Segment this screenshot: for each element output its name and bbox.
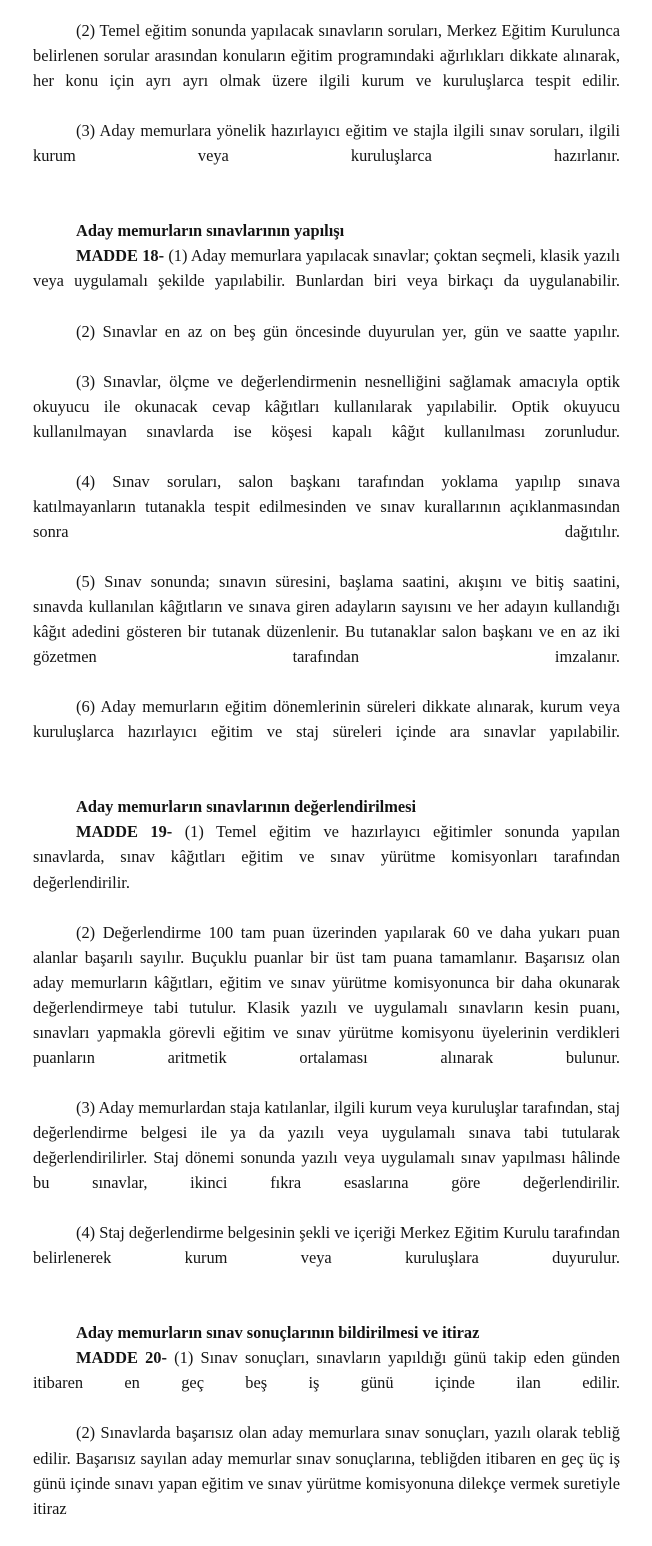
heading-article-19: Aday memurların sınavlarının değerlendirilmesi [76, 797, 417, 817]
section-gap-2 [33, 769, 620, 794]
paragraph-article-17-2: (2) Temel eğitim sonunda yapılacak sınavların soruları, Merkez Eğitim Kurulunca belirlenen sorular arasından konuların eğitim programındaki ağırlıkları dikkate alınarak, her konu için ayrı ayrı olmak üzere ilgili kurum ve kuruluşlarca tespit edilir. [33, 21, 620, 91]
paragraph-article-20-2: (2) Sınavlarda başarısız olan aday memurlara sınav sonuçları, yazılı olarak tebliğ edilir. Başarısız sayılan aday memurlar sınav sonuçlarına, tebliğden itibaren en geç üç iş günü içinde sınavı yapan eğitim ve sınav yürütme komisyonuna dilekçe vermek suretiyle itiraz [33, 1423, 620, 1518]
paragraph-article-18-6: (6) Aday memurların eğitim dönemlerinin süreleri dikkate alınarak, kurum veya kuruluşlarca hazırlayıcı eğitim ve staj süreleri içinde ara sınavlar yapılabilir. [33, 697, 620, 742]
paragraph-article-17-3: (3) Aday memurlara yönelik hazırlayıcı eğitim ve stajla ilgili sınav soruları, ilgili kurum veya kuruluşlarca hazırlanır. [33, 121, 620, 166]
paragraph-article-20-1 [33, 1345, 620, 1420]
document-body [33, 18, 620, 1546]
paragraph-text: (1) Temel eğitim ve hazırlayıcı eğitimler sonunda yapılan sınavlarda, sınav kâğıtları eğitim ve sınav yürütme komisyonları tarafından değerlendirilir. [33, 822, 620, 892]
section-gap-3 [33, 1295, 620, 1320]
paragraph-article-19-2: (2) Değerlendirme 100 tam puan üzerinden yapılarak 60 ve daha yukarı puan alanlar başarılı sayılır. Buçuklu puanlar bir üst tam puana tamamlanır. Başarısız olan aday memurların kâğıtları, eğitim ve sınav yürütme komisyonunca bir daha okunarak değerlendirmeye tabi tutulur. Klasik yazılı ve uygulamalı sınavların kesin puanı, sınavları yapmakla görevli eğitim ve sınav yürütme komisyonu üyelerinin verdikleri puanların aritmetik ortalaması alınarak bulunur. [33, 922, 620, 1067]
paragraph-article-19-4: (4) Staj değerlendirme belgesinin şekli ve içeriği Merkez Eğitim Kurulu tarafından belirlenerek kurum veya kuruluşlara duyurulur. [33, 1223, 620, 1268]
paragraph-text: (1) Sınav sonuçları, sınavların yapıldığı günü takip eden günden itibaren en geç beş iş günü içinde ilan edilir. [33, 1348, 620, 1393]
paragraph-article-18-3: (3) Sınavlar, ölçme ve değerlendirmenin nesnelliğini sağlamak amacıyla optik okuyucu ile okunacak cevap kâğıtları kullanılarak yapılabilir. Optik okuyucu kullanılmayan sınavlarda ise köşesi kapalı kâğıt kullanılması zorunludur. [33, 371, 620, 441]
article-number-label: MADDE 18- [76, 246, 165, 266]
paragraph-article-18-1 [33, 243, 620, 318]
paragraph-article-18-5: (5) Sınav sonunda; sınavın süresini, başlama saatini, akışını ve bitiş saatini, sınavda kullanılan kâğıtların ve sınava giren adayların sayısını ve her adayın kullandığı kâğıt adedini gösteren bir tutanak düzenlenir. Bu tutanaklar salon başkanı ve en az iki gözetmen tarafından imzalanır. [33, 571, 620, 667]
paragraph-article-19-3: (3) Aday memurlardan staja katılanlar, ilgili kurum veya kuruluşlar tarafından, staj değerlendirme belgesi ile ya da yazılı veya uygulamalı sınava tabi tutularak değerlendirilirler. Staj dönemi sonunda yazılı veya uygulamalı sınav yapılması hâlinde bu sınavlar, ikinci fıkra esaslarına göre değerlendirilir. [33, 1097, 620, 1193]
paragraph-text: (1) Aday memurlara yapılacak sınavlar; çoktan seçmeli, klasik yazılı veya uygulamalı şekilde yapılabilir. Bunlardan biri veya birkaçı da uygulanabilir. [33, 246, 620, 291]
section-gap-1 [33, 193, 620, 218]
article-number-label: MADDE 20- [76, 1348, 167, 1368]
heading-article-18: Aday memurların sınavlarının yapılışı [76, 221, 345, 241]
paragraph-article-18-2: (2) Sınavlar en az on beş gün öncesinde duyurulan yer, gün ve saatte yapılır. [76, 321, 620, 341]
heading-article-20: Aday memurların sınav sonuçlarının bildirilmesi ve itiraz [76, 1323, 480, 1343]
paragraph-article-19-1 [33, 819, 620, 919]
article-number-label: MADDE 19- [76, 822, 173, 842]
paragraph-article-18-4: (4) Sınav soruları, salon başkanı tarafından yoklama yapılıp sınava katılmayanların tutanakla tespit edilmesinden ve sınav kurallarının açıklanmasından sonra dağıtılır. [33, 471, 620, 541]
